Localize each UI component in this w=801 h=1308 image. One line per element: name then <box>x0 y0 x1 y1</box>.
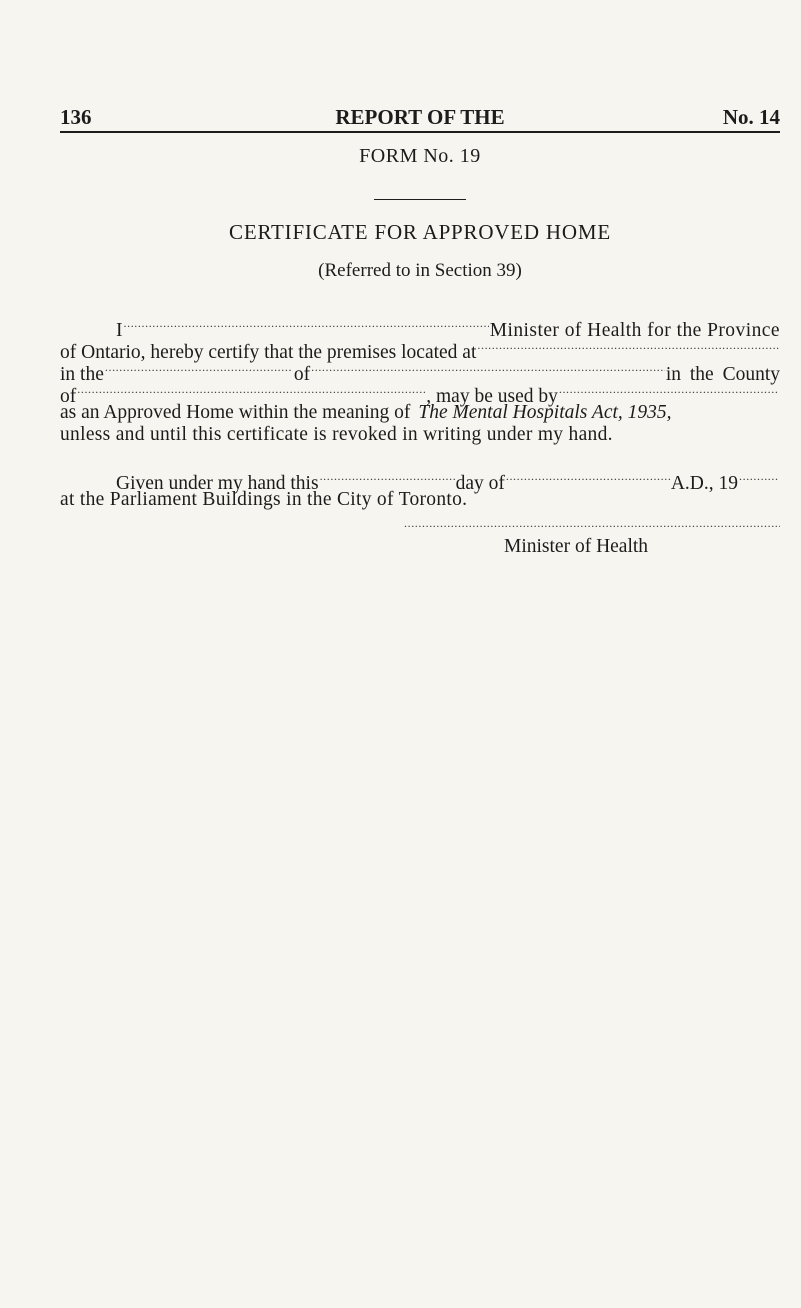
blank-minister-name[interactable] <box>124 314 489 336</box>
signature-line[interactable] <box>404 514 780 528</box>
text-of-county: of <box>60 386 77 407</box>
page-number: 136 <box>60 105 92 129</box>
text-in-the: in the <box>60 364 104 385</box>
form-number: FORM No. 19 <box>359 145 481 167</box>
text-given-under: Given under my hand this <box>116 473 319 494</box>
report-title: REPORT OF THE <box>335 105 505 129</box>
text-approved-home: as an Approved Home within the meaning of <box>60 402 411 423</box>
text-certify: of Ontario, hereby certify that the premises located at <box>60 342 477 363</box>
title-rule <box>374 199 466 200</box>
text-parliament-buildings: at the Parliament Buildings in the City of Toronto. <box>60 489 468 510</box>
blank-month[interactable] <box>506 467 670 489</box>
referred-note: (Referred to in Section 39) <box>318 260 522 281</box>
given-line-2 <box>60 489 780 511</box>
blank-municipality-type[interactable] <box>105 358 293 380</box>
text-of: of <box>293 364 311 385</box>
blank-year[interactable] <box>739 467 779 489</box>
text-revocation: unless and until this certificate is revoked in writing under my hand. <box>60 424 613 445</box>
body-line-6 <box>60 424 780 446</box>
act-title: The Mental Hospitals Act, 1935, <box>418 402 672 423</box>
blank-municipality-name[interactable] <box>311 358 665 380</box>
text-may-be-used-by: , may be used by <box>426 386 558 407</box>
text-ad-19: A.D., 19 <box>670 473 738 494</box>
running-head <box>60 103 780 133</box>
blank-county-name[interactable] <box>77 380 425 402</box>
document-page <box>60 0 780 1308</box>
issue-number: No. 14 <box>722 105 780 129</box>
signature-caption: Minister of Health <box>504 536 649 557</box>
body-line-5 <box>60 402 780 424</box>
blank-day[interactable] <box>320 467 455 489</box>
certificate-title: CERTIFICATE FOR APPROVED HOME <box>229 220 611 244</box>
blank-used-by[interactable] <box>559 380 779 402</box>
text-day-of: day of <box>455 473 505 494</box>
blank-premises-location[interactable] <box>477 336 779 358</box>
text-i: I <box>116 320 123 341</box>
text-minister-province: Minister of Health for the Province <box>489 320 780 341</box>
text-in-the-county: in the County <box>665 364 780 385</box>
